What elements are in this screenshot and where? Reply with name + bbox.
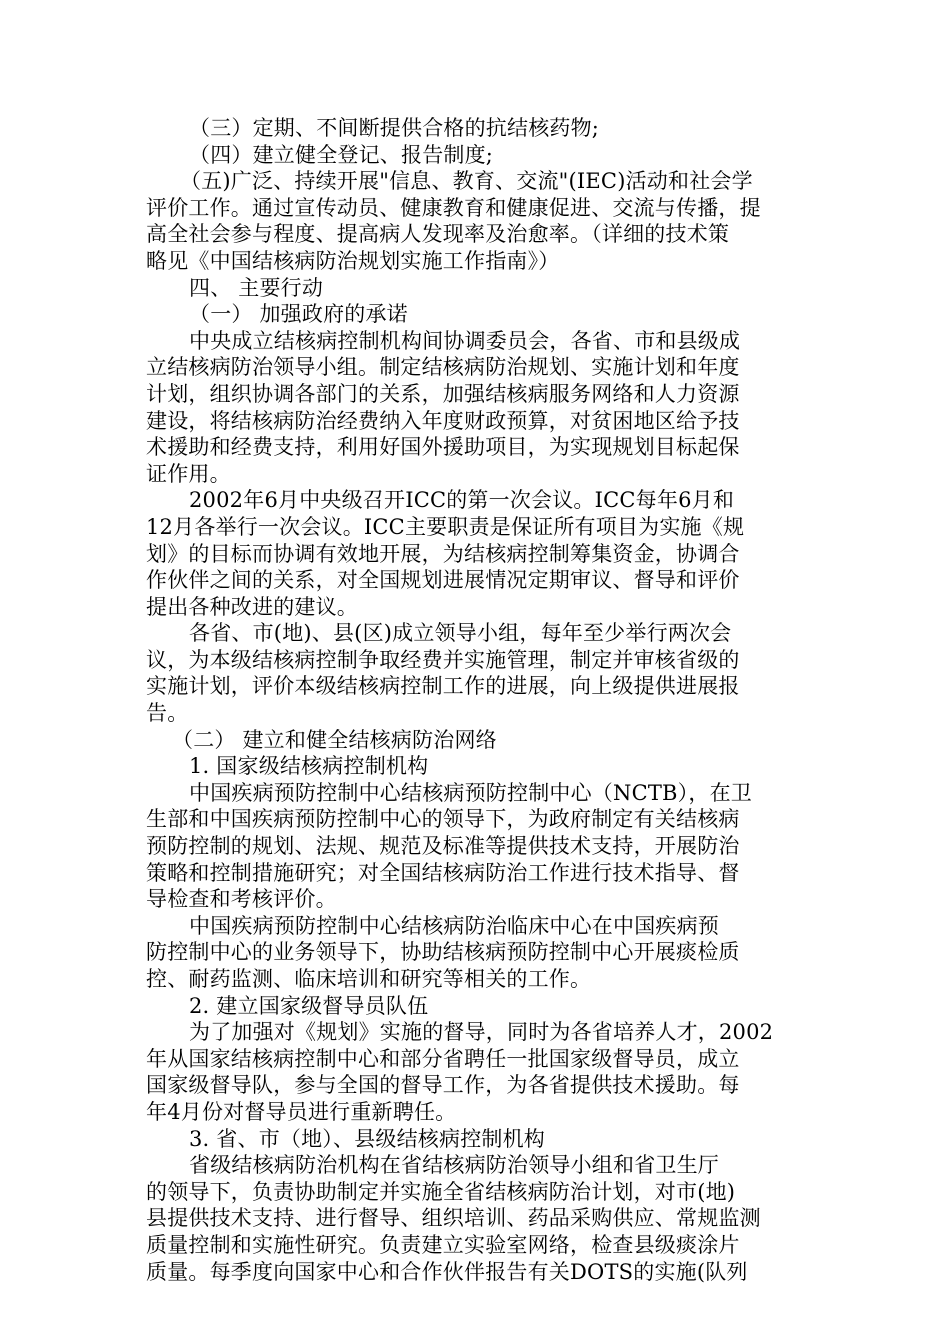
text-line: 高全社会参与程度、提高病人发现率及治愈率。（详细的技术策 (146, 222, 730, 247)
paragraph-local-leadership (146, 620, 808, 726)
paragraph-icc-meeting (146, 487, 808, 620)
text-line: 略见《中国结核病防治规划实施工作指南》） (146, 248, 560, 273)
text-line: 中央成立结核病控制机构间协调委员会，各省、市和县级成 (189, 328, 741, 353)
text-line: 的领导下，负责协助制定并实施全省结核病防治计划，对市(地) (146, 1179, 736, 1204)
paragraph-provincial-agency (146, 1152, 808, 1285)
text-line: 年4月份对督导员进行重新聘任。 (146, 1099, 457, 1124)
text-line: 中国疾病预防控制中心结核病预防控制中心（NCTB），在卫 (189, 780, 752, 805)
text-line: （四）建立健全登记、报告制度; (189, 142, 494, 167)
text-line: 质量控制和实施性研究。负责建立实验室网络，检查县级痰涂片 (146, 1232, 740, 1257)
paragraph-drug-supply (146, 115, 808, 142)
text-line: （二） 建立和健全结核病防治网络 (172, 727, 497, 752)
text-line: 控、耐药监测、临床培训和研究等相关的工作。 (146, 967, 592, 991)
paragraph-iec (146, 168, 808, 274)
text-line: 省级结核病防治机构在省结核病防治领导小组和省卫生厅 (189, 1153, 719, 1178)
text-line: 2. 建立国家级督导员队伍 (189, 993, 429, 1018)
text-line: 提出各种改进的建议。 (146, 594, 358, 619)
text-line: 划》的目标而协调有效地开展，为结核病控制筹集资金，协调合 (146, 541, 740, 566)
text-line: 1. 国家级结核病控制机构 (189, 754, 429, 779)
text-line: 四、 主要行动 (189, 275, 324, 300)
text-line: 各省、市(地)、县(区)成立领导小组，每年至少举行两次会 (189, 621, 732, 646)
subheading-local-agencies (146, 1126, 808, 1153)
text-line: 国家级督导队，参与全国的督导工作，为各省提供技术援助。每 (146, 1073, 740, 1098)
text-line: 术援助和经费支持，利用好国外援助项目，为实现规划目标起保 (146, 435, 740, 460)
text-line: 2002年6月中央级召开ICC的第一次会议。ICC每年6月和 (189, 488, 735, 513)
text-line: 证作用。 (146, 461, 231, 486)
text-line: （三）定期、不间断提供合格的抗结核药物; (189, 116, 600, 140)
text-line: 质量。每季度向国家中心和合作伙伴报告有关DOTS的实施(队列 (146, 1259, 748, 1284)
text-line: 实施计划，评价本级结核病控制工作的进展，向上级提供进展报 (146, 674, 740, 699)
text-line: 策略和控制措施研究；对全国结核病防治工作进行技术指导、督 (146, 860, 740, 885)
document-body (146, 115, 808, 1285)
text-line: 预防控制的规划、法规、规范及标准等提供技术支持，开展防治 (146, 834, 740, 859)
text-line: 12月各举行一次会议。ICC主要职责是保证所有项目为实施《规 (146, 514, 745, 539)
text-line: 计划，组织协调各部门的关系，加强结核病服务网络和人力资源 (146, 381, 740, 406)
paragraph-registration (146, 142, 808, 169)
text-line: （一） 加强政府的承诺 (189, 302, 408, 327)
text-line: 中国疾病预防控制中心结核病防治临床中心在中国疾病预 (189, 913, 719, 938)
subheading-government-commitment (146, 301, 808, 328)
paragraph-central-committee (146, 328, 808, 488)
section-heading-main-actions (146, 275, 808, 302)
text-line: （五)广泛、持续开展"信息、教育、交流"(IEC)活动和社会学 (180, 169, 753, 194)
text-line: 年从国家结核病控制中心和部分省聘任一批国家级督导员，成立 (146, 1046, 740, 1071)
text-line: 立结核病防治领导小组。制定结核病防治规划、实施计划和年度 (146, 355, 740, 380)
text-line: 生部和中国疾病预防控制中心的领导下，为政府制定有关结核病 (146, 807, 740, 832)
text-line: 告。 (146, 701, 189, 726)
text-line: 作伙伴之间的关系，对全国规划进展情况定期审议、督导和评价 (146, 568, 740, 593)
paragraph-clinical-center (146, 913, 808, 993)
subheading-network (146, 727, 808, 754)
text-line: 3. 省、市（地）、县级结核病控制机构 (189, 1126, 546, 1151)
subheading-supervisors (146, 993, 808, 1020)
text-line: 导检查和考核评价。 (146, 887, 337, 912)
text-line: 为了加强对《规划》实施的督导，同时为各省培养人才，2002 (189, 1020, 774, 1045)
text-line: 县提供技术支持、进行督导、组织培训、药品采购供应、常规监测 (146, 1206, 761, 1231)
text-line: 议，为本级结核病控制争取经费并实施管理，制定并审核省级的 (146, 647, 740, 672)
subheading-national-agency (146, 753, 808, 780)
text-line: 防控制中心的业务领导下，协助结核病预防控制中心开展痰检质 (146, 940, 740, 965)
text-line: 建设，将结核病防治经费纳入年度财政预算，对贫困地区给予技 (146, 408, 740, 433)
text-line: 评价工作。通过宣传动员、健康教育和健康促进、交流与传播，提 (146, 195, 761, 220)
paragraph-nctb (146, 780, 808, 913)
paragraph-supervisor-team (146, 1019, 808, 1125)
